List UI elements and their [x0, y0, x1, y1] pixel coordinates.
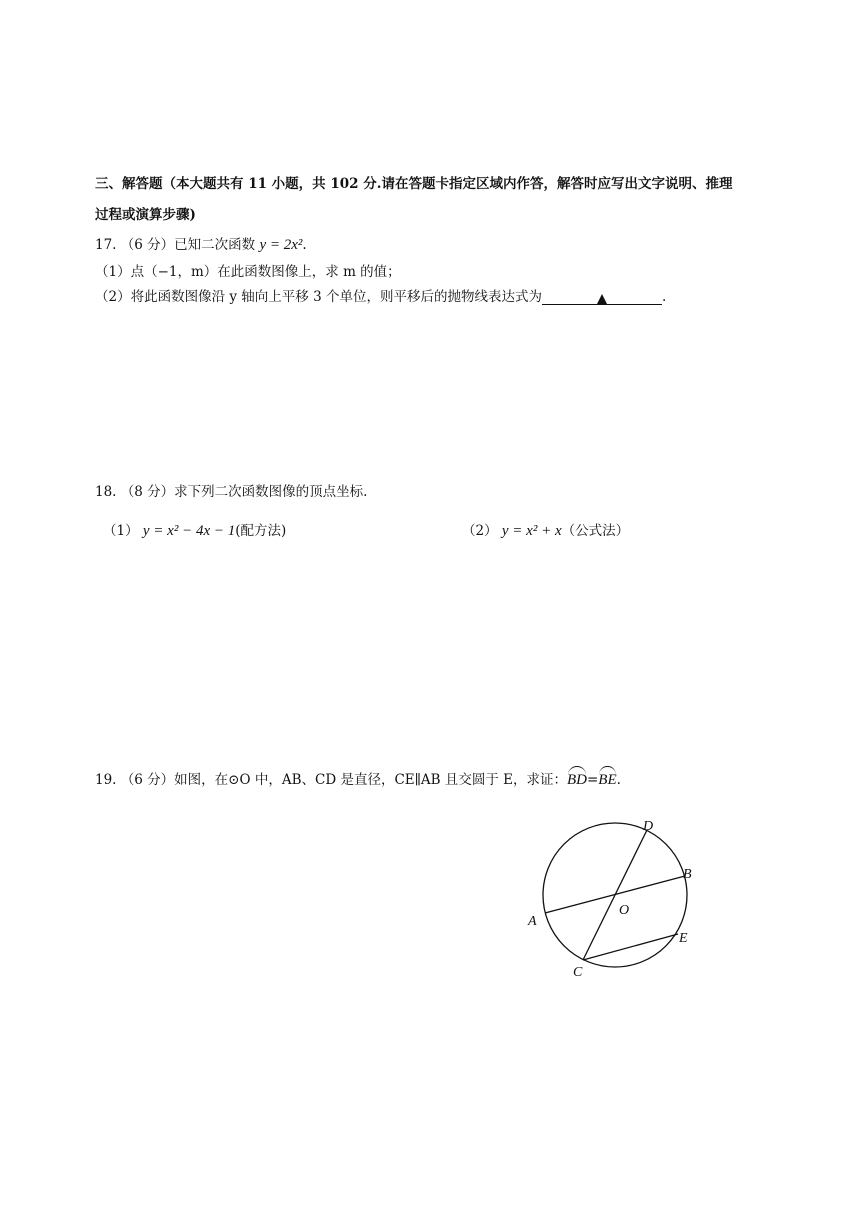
diameter-ab	[545, 876, 685, 913]
chord-ce	[583, 934, 678, 960]
q19-score: （6 分）	[120, 772, 175, 788]
q18-number: 18.	[95, 484, 117, 500]
q17-part1: （1）点（−1，m）在此函数图像上，求 m 的值；	[95, 264, 401, 280]
q17-formula: y = 2x²	[259, 237, 303, 253]
q17-number: 17.	[95, 237, 117, 253]
label-a: A	[528, 914, 537, 929]
q18-stem	[95, 483, 367, 501]
q18-part1	[103, 522, 286, 540]
q17-part2-end: .	[661, 289, 667, 305]
q18-part1-formula: y = x² − 4x − 1	[142, 523, 236, 539]
q18-part2-formula: y = x² + x	[501, 523, 562, 539]
label-o: O	[619, 903, 630, 918]
q19-number: 19.	[95, 772, 117, 788]
q19-stem	[95, 771, 621, 789]
circle-figure	[515, 810, 715, 985]
q18-part2	[462, 522, 629, 540]
q17-part2-text: （2）将此函数图像沿 y 轴向上平移 3 个单位，则平移后的抛物线表达式为	[95, 289, 542, 305]
q19-end: .	[616, 772, 621, 788]
label-d: D	[643, 819, 654, 834]
q19-stem-text: 如图，在⊙O 中，AB、CD 是直径，CE∥AB 且交圆于 E，求证：	[174, 772, 567, 788]
label-c: C	[573, 965, 583, 980]
section-heading-line1: 三、解答题（本大题共有 11 小题，共 102 分.请在答题卡指定区域内作答，解答时应写出文字说明、推理	[95, 176, 733, 192]
label-b: B	[683, 867, 692, 882]
q19-equals: =	[586, 772, 599, 788]
q19-arc-bd: BD	[566, 772, 587, 788]
q18-part2-method: （公式法）	[561, 523, 630, 539]
q18-part1-label: （1）	[103, 523, 139, 539]
q17-score: （6 分）	[120, 237, 175, 253]
q18-part1-method: (配方法)	[235, 523, 287, 539]
q17-part2	[95, 288, 666, 306]
label-e: E	[679, 931, 688, 946]
q18-score: （8 分）	[120, 484, 175, 500]
q19-arc-be: BE	[598, 772, 617, 788]
triangle-marker-icon	[597, 294, 607, 304]
q18-part2-label: （2）	[462, 523, 498, 539]
q17-answer-blank	[542, 290, 662, 305]
q17-stem-text: 已知二次函数	[174, 237, 256, 253]
section-heading-line2: 过程或演算步骤)	[95, 207, 196, 223]
q18-stem-text: 求下列二次函数图像的顶点坐标.	[174, 484, 368, 500]
q17-stem	[95, 236, 307, 254]
q17-end: .	[302, 237, 307, 253]
